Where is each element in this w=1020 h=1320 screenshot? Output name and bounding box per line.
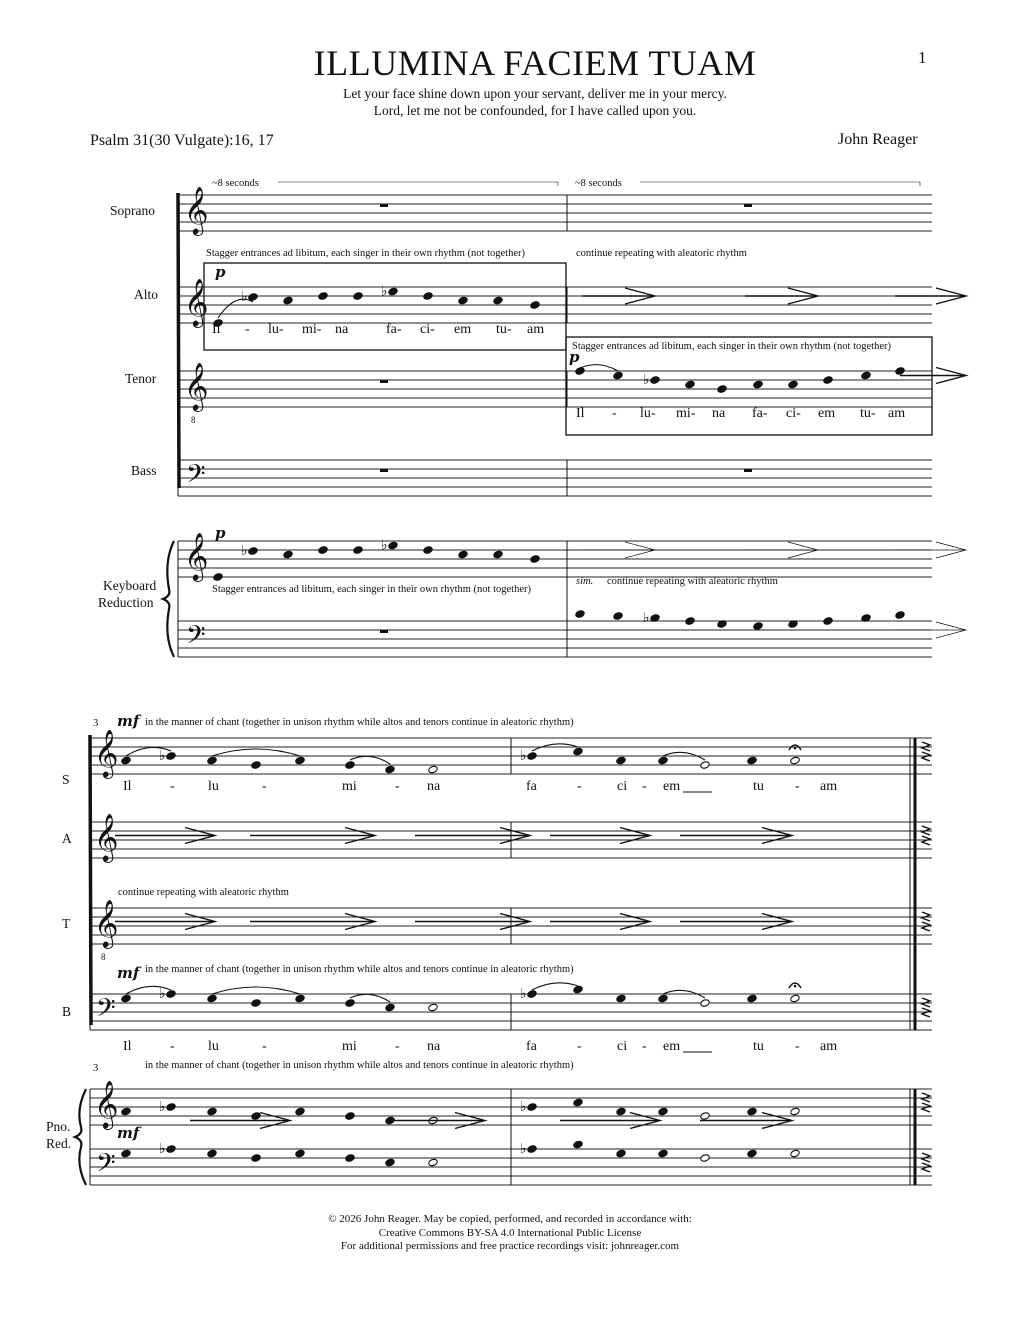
time-signature (922, 742, 930, 751)
continue-instruction-keyboard: continue repeating with aleatoric rhythm (607, 576, 778, 587)
treble-clef: 𝄞 (94, 1079, 119, 1128)
label-a: A (62, 831, 72, 846)
notehead (788, 380, 798, 389)
time-signature (922, 836, 930, 845)
notehead (493, 296, 503, 305)
system-bracket (90, 735, 91, 1025)
flat-sign: ♭ (159, 1141, 166, 1157)
dynamic-keyboard: p (215, 524, 226, 542)
lyric: na (427, 779, 441, 794)
notehead (861, 371, 871, 380)
notehead (573, 1098, 583, 1107)
notehead (527, 990, 537, 999)
treble-clef: 𝄞 (184, 277, 209, 326)
notehead (207, 994, 217, 1003)
notehead (527, 752, 537, 761)
lyric: am (820, 779, 838, 794)
notehead (790, 756, 800, 765)
slur (218, 299, 253, 318)
lyric: am (820, 1039, 838, 1054)
system-bracket (178, 193, 179, 488)
lyric: mi (342, 779, 357, 794)
whole-rest (380, 630, 388, 633)
lyric: em (818, 406, 836, 421)
treble-clef: 𝄞 (184, 185, 209, 234)
notehead (717, 385, 727, 394)
notehead (166, 1103, 176, 1112)
notehead (428, 765, 438, 774)
time-signature (922, 1093, 930, 1102)
label-s: S (62, 772, 70, 787)
lyric: em (663, 1039, 681, 1054)
notehead (613, 371, 623, 380)
notehead (295, 994, 305, 1003)
notehead (530, 555, 540, 564)
label-red: Red. (46, 1136, 72, 1151)
lyric: fa- (752, 406, 768, 421)
label-b: B (62, 1004, 72, 1019)
lyric: - (642, 779, 647, 794)
flat-sign: ♭ (159, 986, 166, 1002)
bass-clef: 𝄢 (96, 1149, 116, 1184)
notehead (613, 612, 623, 621)
label-keyboard: Keyboard (103, 578, 157, 593)
notehead (685, 380, 695, 389)
notehead (385, 765, 395, 774)
notehead (423, 546, 433, 555)
lyrics-soprano (123, 779, 837, 794)
treble-clef: 𝄞 (94, 898, 119, 947)
notehead (121, 1149, 131, 1158)
page-number: 1 (918, 48, 927, 67)
label-alto: Alto (134, 287, 159, 302)
lyric: - (795, 1039, 800, 1054)
notehead (658, 994, 668, 1003)
stagger-instruction-alto: Stagger entrances ad libitum, each singer in their own rhythm (not together) (206, 248, 525, 259)
duration-mark-2: ~8 seconds (575, 178, 622, 189)
lyric: - (245, 322, 250, 337)
notehead (295, 756, 305, 765)
notehead (616, 994, 626, 1003)
notehead (650, 376, 660, 385)
notehead (700, 1112, 710, 1121)
time-signature (922, 922, 930, 931)
lyric: tu (753, 779, 764, 794)
notehead (747, 756, 757, 765)
lyric: - (395, 779, 400, 794)
flat-sign: ♭ (241, 289, 248, 305)
lyric: na (712, 406, 726, 421)
notehead (747, 1107, 757, 1116)
notehead (895, 367, 905, 376)
lyric: ci- (420, 322, 435, 337)
notehead (823, 376, 833, 385)
time-signature (922, 1008, 930, 1017)
measure-number-pno: 3 (93, 1063, 99, 1074)
lyric: lu (208, 1039, 219, 1054)
lyric: - (170, 1039, 175, 1054)
copyright-footer (0, 1213, 1020, 1254)
fermata-dot (794, 747, 797, 750)
lyric: fa (526, 1039, 537, 1054)
notehead (385, 1158, 395, 1167)
time-signature (922, 826, 930, 835)
lyric: em (663, 779, 681, 794)
notehead (283, 550, 293, 559)
octave-mark: 8 (101, 952, 106, 962)
lyric: - (170, 779, 175, 794)
bass-clef: 𝄢 (186, 621, 206, 656)
notehead (251, 1154, 261, 1163)
continue-instruction-alto: continue repeating with aleatoric rhythm (576, 248, 747, 259)
label-reduction: Reduction (98, 595, 154, 610)
footer-line-3: For additional permissions and free practice recordings visit: johnreager.com (340, 1240, 680, 1252)
lyric: ci (617, 1039, 628, 1054)
time-signature (922, 1153, 930, 1162)
notehead (700, 999, 710, 1008)
notehead (700, 761, 710, 770)
dynamic-alto: p (215, 263, 226, 281)
lyric: - (395, 1039, 400, 1054)
slur (212, 749, 300, 756)
treble-clef: 𝄞 (94, 812, 119, 861)
notehead (658, 1107, 668, 1116)
time-signature (922, 998, 930, 1007)
whole-rest (380, 204, 388, 207)
footer-line-2: Creative Commons BY-SA 4.0 International Public License (378, 1226, 642, 1239)
stagger-instruction-tenor: Stagger entrances ad libitum, each singer in their own rhythm (not together) (572, 341, 891, 352)
dynamic-tenor: p (569, 348, 580, 366)
notehead (573, 1140, 583, 1149)
time-signature (922, 752, 930, 761)
notehead (213, 573, 223, 582)
measure-number-s: 3 (93, 718, 99, 729)
notehead (458, 550, 468, 559)
notehead (790, 1149, 800, 1158)
lyric: - (577, 1039, 582, 1054)
page-title: ILLUMINA FACIEM TUAM (313, 43, 757, 83)
notehead (283, 296, 293, 305)
notehead (747, 994, 757, 1003)
subtitle-line-1: Let your face shine down upon your servant, deliver me in your mercy. (343, 86, 727, 101)
whole-rest (744, 469, 752, 472)
notehead (121, 756, 131, 765)
lyric: mi (342, 1039, 357, 1054)
notehead (575, 610, 585, 619)
lyric: ci- (786, 406, 801, 421)
subtitle-line-2: Lord, let me not be confounded, for I have called upon you. (373, 103, 697, 118)
flat-sign: ♭ (520, 748, 527, 764)
footer-line-1: © 2026 John Reager. May be copied, performed, and recorded in accordance with: (328, 1213, 692, 1225)
lyric: Il (123, 779, 132, 794)
lyric: fa- (386, 322, 402, 337)
notehead (207, 756, 217, 765)
lyrics-tenor (576, 406, 905, 421)
label-soprano: Soprano (110, 203, 155, 218)
lyric: lu- (268, 322, 284, 337)
notehead (385, 1003, 395, 1012)
label-tenor: Tenor (125, 371, 157, 386)
composer-name: John Reager (838, 131, 918, 148)
lyric: fa (526, 779, 537, 794)
lyric: em (454, 322, 472, 337)
notehead (318, 292, 328, 301)
notehead (658, 756, 668, 765)
notehead (353, 292, 363, 301)
flat-sign: ♭ (381, 537, 388, 554)
notehead (573, 985, 583, 994)
notehead (388, 287, 398, 296)
slur (212, 987, 300, 994)
lyric: tu- (496, 322, 512, 337)
notehead (121, 994, 131, 1003)
treble-clef: 𝄞 (184, 531, 209, 580)
notehead (616, 756, 626, 765)
label-t: T (62, 916, 71, 931)
flat-sign: ♭ (159, 1099, 166, 1115)
slur (580, 365, 618, 371)
flat-sign: ♭ (159, 748, 166, 764)
notehead (747, 1149, 757, 1158)
whole-rest (744, 204, 752, 207)
notehead (345, 761, 355, 770)
flat-sign: ♭ (520, 1099, 527, 1115)
notehead (658, 1149, 668, 1158)
lyric: tu (753, 1039, 764, 1054)
notehead (388, 541, 398, 550)
lyric: - (262, 779, 267, 794)
slur (532, 983, 578, 990)
lyric: - (577, 779, 582, 794)
label-pno: Pno. (46, 1119, 71, 1134)
notehead (530, 301, 540, 310)
lyric: lu (208, 779, 219, 794)
lyric: na (427, 1039, 441, 1054)
lyric: lu- (640, 406, 656, 421)
notehead (895, 611, 905, 620)
scripture-source: Psalm 31(30 Vulgate):16, 17 (90, 132, 274, 149)
notehead (251, 999, 261, 1008)
lyric: mi- (676, 406, 696, 421)
notehead (493, 550, 503, 559)
lyric: am (888, 406, 906, 421)
notehead (207, 1149, 217, 1158)
lyrics-bass (123, 1039, 837, 1054)
notehead (753, 622, 763, 631)
notehead (166, 1145, 176, 1154)
flat-sign: ♭ (241, 543, 248, 559)
lyric: tu- (860, 406, 876, 421)
notehead (248, 547, 258, 556)
notehead (616, 1107, 626, 1116)
whole-rest (380, 469, 388, 472)
notehead (251, 761, 261, 770)
notehead (790, 994, 800, 1003)
sim-mark: sim. (576, 576, 594, 587)
label-bass: Bass (131, 463, 157, 478)
lyric: - (262, 1039, 267, 1054)
notehead (345, 1112, 355, 1121)
lyric: - (642, 1039, 647, 1054)
piano-brace (163, 541, 174, 657)
lyrics-alto (212, 322, 544, 337)
notehead (166, 752, 176, 761)
slur (350, 994, 390, 1002)
chant-instruction-s: in the manner of chant (together in unison rhythm while altos and tenors continue in aleatoric rhythm) (145, 717, 574, 728)
dynamic-pno: mf (117, 1124, 140, 1142)
fermata-dot (794, 985, 797, 988)
notehead (207, 1107, 217, 1116)
bass-clef: 𝄢 (186, 460, 206, 495)
time-signature (922, 1103, 930, 1112)
stagger-instruction-keyboard: Stagger entrances ad libitum, each singer in their own rhythm (not together) (212, 584, 531, 595)
lyric: mi- (302, 322, 322, 337)
flat-sign: ♭ (643, 372, 650, 388)
notehead (166, 990, 176, 999)
notehead (345, 1154, 355, 1163)
lyric: Il (576, 406, 585, 421)
notehead (318, 546, 328, 555)
duration-mark-1: ~8 seconds (212, 178, 259, 189)
notehead (423, 292, 433, 301)
notehead (121, 1107, 131, 1116)
flat-sign: ♭ (643, 610, 650, 626)
chant-instruction-b: in the manner of chant (together in unison rhythm while altos and tenors continue in aleatoric rhythm) (145, 964, 574, 975)
lyric: - (612, 406, 617, 421)
notehead (458, 296, 468, 305)
flat-sign: ♭ (520, 986, 527, 1002)
notehead (790, 1107, 800, 1116)
aleatoric-box (204, 263, 566, 350)
lyric: - (795, 779, 800, 794)
treble-clef: 𝄞 (184, 361, 209, 410)
lyric: am (527, 322, 545, 337)
notehead (251, 1112, 261, 1121)
notehead (295, 1149, 305, 1158)
notehead (527, 1103, 537, 1112)
notehead (573, 747, 583, 756)
bass-clef: 𝄢 (96, 994, 116, 1029)
piano-brace (75, 1089, 86, 1185)
dynamic-b: mf (117, 964, 140, 982)
notehead (295, 1107, 305, 1116)
octave-mark: 8 (191, 415, 196, 425)
notehead (345, 999, 355, 1008)
lyric: Il (212, 322, 221, 337)
dynamic-s: mf (117, 712, 140, 730)
treble-clef: 𝄞 (94, 728, 119, 777)
notehead (428, 1158, 438, 1167)
whole-rest (380, 380, 388, 383)
flat-sign: ♭ (520, 1141, 527, 1157)
notehead (428, 1003, 438, 1012)
lyric: ci (617, 779, 628, 794)
notehead (616, 1149, 626, 1158)
notehead (700, 1154, 710, 1163)
notehead (753, 380, 763, 389)
notehead (685, 617, 695, 626)
time-signature (922, 912, 930, 921)
flat-sign: ♭ (381, 283, 388, 300)
notehead (823, 617, 833, 626)
chant-instruction-pno: in the manner of chant (together in unison rhythm while altos and tenors continue in aleatoric rhythm) (145, 1060, 574, 1071)
notehead (353, 546, 363, 555)
continue-instruction-t: continue repeating with aleatoric rhythm (118, 887, 289, 898)
lyric: Il (123, 1039, 132, 1054)
time-signature (922, 1163, 930, 1172)
lyric: na (335, 322, 349, 337)
notation (75, 182, 966, 1185)
slur (350, 756, 390, 764)
notehead (527, 1145, 537, 1154)
